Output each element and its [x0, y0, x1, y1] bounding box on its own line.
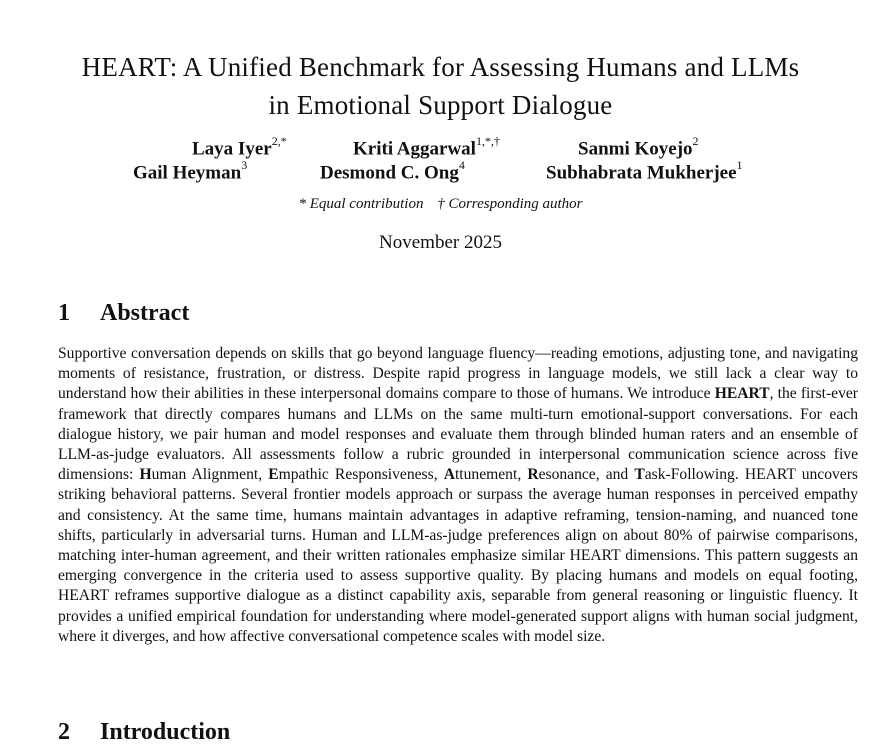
section-number: 2: [58, 719, 70, 745]
section-title: Introduction: [100, 719, 231, 745]
author-row-1: [0, 136, 881, 160]
section-number: 1: [58, 300, 70, 326]
author: Desmond C. Ong$^4$: [320, 158, 465, 184]
section-heading-introduction: [58, 719, 230, 746]
section-heading-abstract: [58, 300, 189, 327]
author-row-2: [0, 160, 881, 184]
paper-title-line2: in Emotional Support Dialogue: [268, 90, 613, 121]
contribution-notes: [0, 196, 881, 213]
author: Laya Iyer$^{2,*}$: [192, 134, 287, 160]
author: Gail Heyman$^3$: [133, 158, 248, 184]
corresponding-author-note: † Corresponding author: [437, 196, 583, 212]
author: Kriti Aggarwal$^{1,*,\dagger}$: [353, 134, 500, 160]
author-list: [0, 136, 881, 184]
section-title: Abstract: [100, 300, 190, 326]
paper-date: November 2025: [379, 232, 502, 253]
author: Subhabrata Mukherjee$^1$: [546, 158, 743, 184]
author: Sanmi Koyejo$^2$: [578, 134, 699, 160]
equal-contribution-note: * Equal contribution: [298, 196, 424, 212]
paper-title: [0, 48, 881, 124]
abstract-body: Supportive conversation depends on skills that go beyond language fluency—reading emotions, adjusting tone, and navigating moments of resistance, frustration, or distress. Despite rapid progress in language models, we still lack a clear way to understand how their abilities in these interpersonal domains compare to those of humans. We introduce HEART, the first-ever framework that directly compares humans and LLMs on the same multi-turn emotional-support conversations. For each dialogue history, we pair human and model responses and evaluate them through blinded human raters and an ensemble of LLM-as-judge evaluators. All assessments follow a rubric grounded in interpersonal communication science across five dimensions: Human Alignment, Empathic Responsiveness, Attunement, Resonance, and Task-Following. HEART uncovers striking behavioral patterns. Several frontier models approach or surpass the average human responses in perceived empathy and consistency. At the same time, humans maintain advantages in adaptive reframing, tension-naming, and nuanced tone shifts, particularly in adversarial turns. Human and LLM-as-judge preferences align on about 80% of pairwise comparisons, matching inter-human agreement, and their written rationales emphasize similar HEART dimensions. This pattern suggests an emerging convergence in the criteria used to assess supportive quality. By placing humans and models on equal footing, HEART reframes supportive dialogue as a distinct capability axis, separable from general reasoning or linguistic fluency. It provides a unified empirical foundation for understanding where model-generated support aligns with human social judgment, where it diverges, and how affective conversational competence scales with model size.: [58, 345, 858, 645]
paper-title-line1: HEART: A Unified Benchmark for Assessing Humans and LLMs: [81, 52, 800, 83]
